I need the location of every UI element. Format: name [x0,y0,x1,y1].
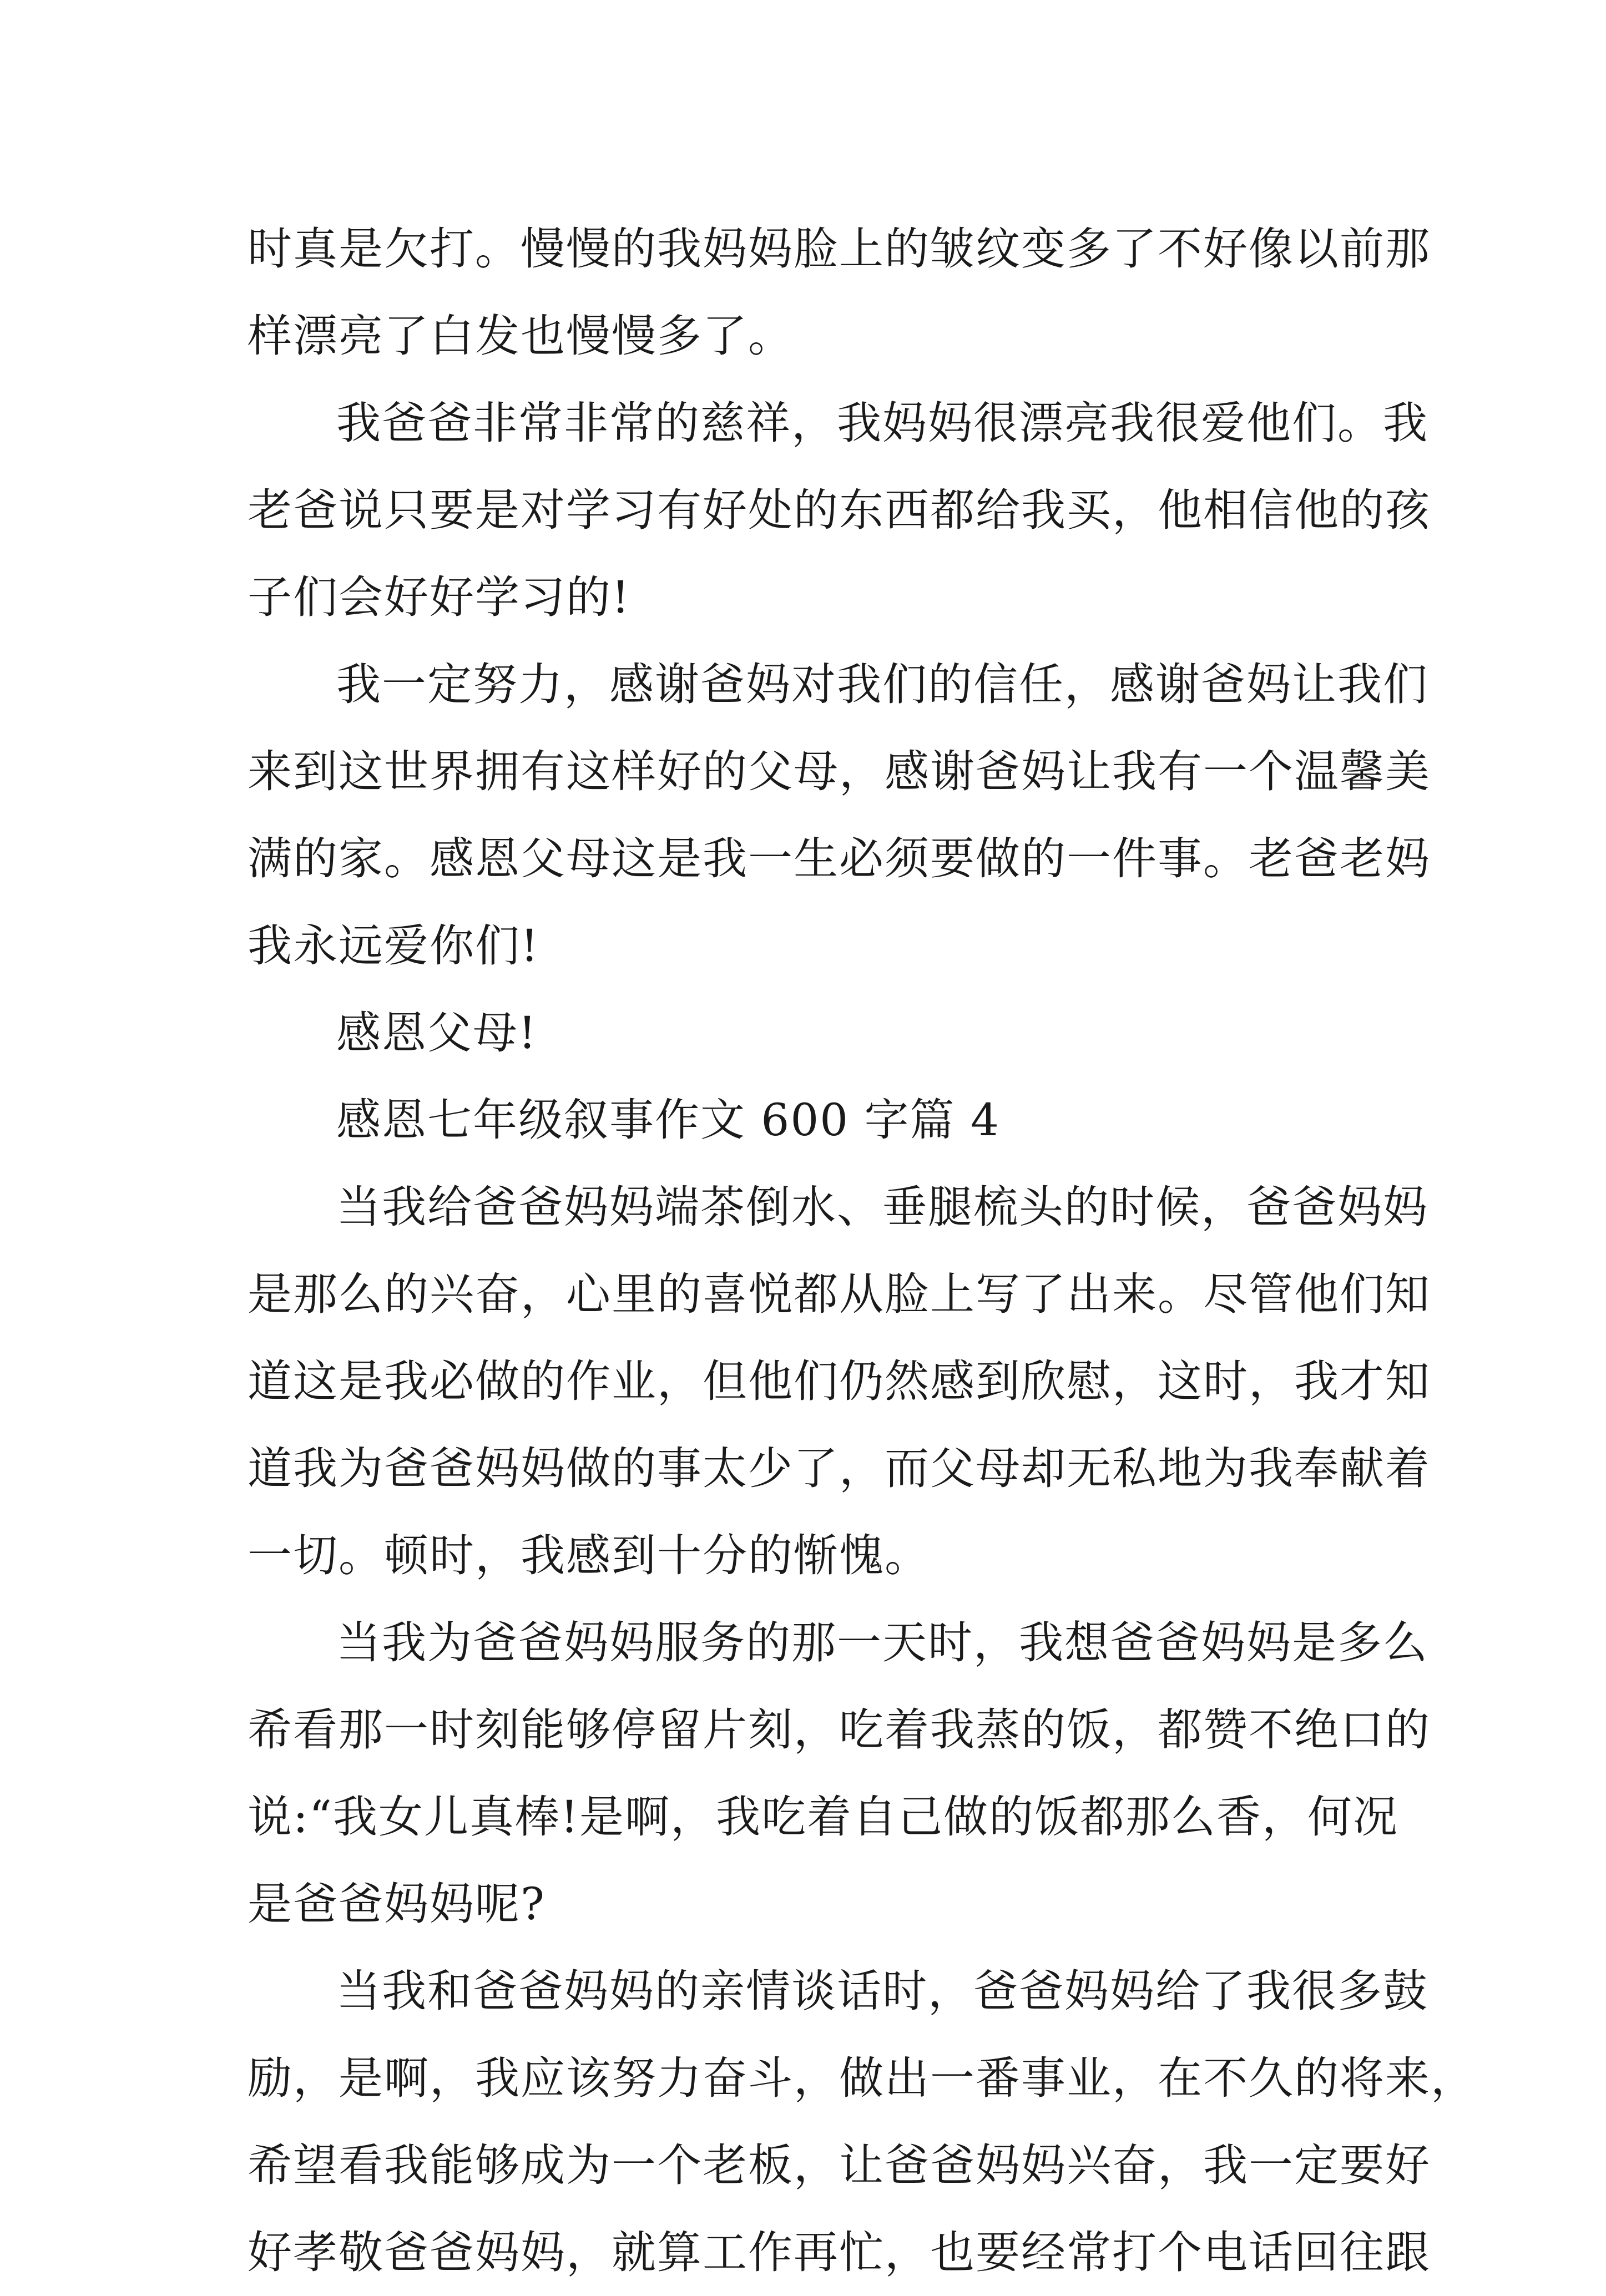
paragraph-4 [248,989,1363,1076]
text-line: 一切。顿时，我感到十分的惭愧。 [248,1530,930,1581]
text-line: 我永远爱你们! [248,920,540,972]
paragraph-6 [248,1164,1431,1599]
text-line: 我一定努力，感谢爸妈对我们的信任，感谢爸妈让我们 [336,659,1428,710]
text-line: 当我和爸爸妈妈的亲情谈话时，爸爸妈妈给了我很多鼓 [336,1965,1428,2017]
text-line: 道这是我必做的作业，但他们仍然感到欣慰，这时，我才知 [248,1356,1431,1407]
text-line: 希看那一时刻能够停留片刻，吃着我蒸的饭，都赞不绝口的 [248,1704,1431,1756]
paragraph-1 [248,205,1431,380]
text-line: 满的家。感恩父母这是我一生必须要做的一件事。老爸老妈 [248,833,1431,884]
paragraph-3 [248,641,1431,989]
text-line: 样漂亮了白发也慢慢多了。 [248,310,794,362]
text-line: 好孝敬爸爸妈妈，就算工作再忙，也要经常打个电话回往跟 [248,2227,1431,2278]
text-line: 励，是啊，我应该努力奋斗，做出一番事业，在不久的将来， [248,2052,1476,2104]
text-line: 当我为爸爸妈妈服务的那一天时，我想爸爸妈妈是多么 [336,1617,1428,1668]
paragraph-8 [248,1948,1476,2296]
paragraph-2 [248,380,1431,641]
text-line: 是那么的兴奋，心里的喜悦都从脸上写了出来。尽管他们知 [248,1268,1431,1320]
text-line: 说:“我女儿真棒!是啊，我吃着自己做的饭都那么香，何况 [248,1791,1398,1843]
text-line: 希望看我能够成为一个老板，让爸爸妈妈兴奋，我一定要好 [248,2140,1431,2191]
text-line: 时真是欠打。慢慢的我妈妈脸上的皱纹变多了不好像以前那 [248,223,1431,275]
heading-line: 感恩七年级叙事作文 600 字篇 4 [336,1094,1000,1146]
text-line: 感恩父母! [336,1007,538,1059]
paragraph-7 [248,1599,1431,1948]
text-line: 我爸爸非常非常的慈祥，我妈妈很漂亮我很爱他们。我 [336,397,1428,449]
document-body [248,205,1476,2296]
text-line: 来到这世界拥有这样好的父母，感谢爸妈让我有一个温馨美 [248,746,1431,797]
text-line: 是爸爸妈妈呢? [248,1878,546,1930]
text-line: 道我为爸爸妈妈做的事太少了，而父母却无私地为我奉献着 [248,1443,1431,1494]
section-heading [248,1076,1363,1164]
text-line: 当我给爸爸妈妈端茶倒水、垂腿梳头的时候，爸爸妈妈 [336,1181,1428,1233]
text-line: 老爸说只要是对学习有好处的东西都给我买，他相信他的孩 [248,484,1431,536]
text-line: 子们会好好学习的! [248,572,631,623]
